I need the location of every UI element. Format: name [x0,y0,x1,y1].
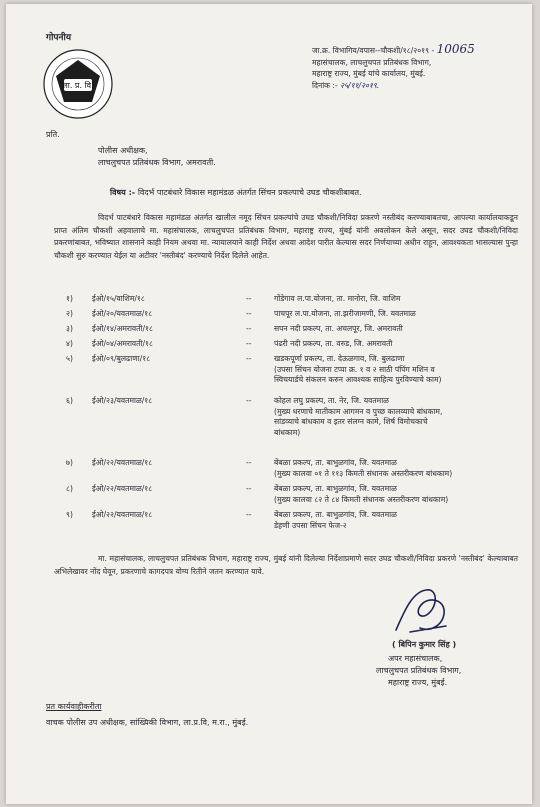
item-case-number: ईओ/१४/अमरावती/१८ [92,324,153,333]
item-serial: ६) [66,396,73,405]
date-value: २५/११/२०१९. [340,80,380,90]
ref-line: महासंचालक, लाचलुचपत प्रतिबंधक विभाग, [312,57,432,67]
item-project-line: कोहल लघु प्रकल्प, ता. नेर, जि. यवतमाळ [274,396,389,405]
item-case-number: ईओ/१५/वाशिम/१८ [92,294,145,303]
item-project-line: बेंबळा प्रकल्प, ता. बाभुळगांव, जि. यवतमाळ [274,510,397,519]
copy-recipient: वाचक पोलीस उप अधीक्षक, सांख्यिकी विभाग, ला.प्र.वि, म.रा., मुंबई. [46,718,249,727]
item-dash: -- [246,510,252,519]
item-project-line: (मुख्य धरणाचे मातीकाम आगमन व पुच्छ कालव्याचे बांधकाम, [274,406,443,416]
item-dash: -- [246,354,252,363]
item-dash: -- [246,396,252,405]
ref-line: जा.क्र. विभागिय/वपास--चौकशी/१८/२०१९ - 10065 [312,42,475,56]
logo-text: ला. प्र. वि. [62,81,94,90]
item-project-line: (मुख्य कालवा ८२ ते ८४ किमती संधानक अस्तरीकरण बांधकाम) [274,494,449,504]
item-project-line: डेहणी उपसा सिंचन फेज-२ [274,520,347,530]
handwritten-signature [334,582,454,636]
item-dash: -- [246,458,252,467]
signatory-line3: महाराष्ट्र राज्य, मुंबई. [388,678,448,687]
recipient-line1: पोलीस अधीक्षक, [98,146,148,155]
item-serial: ९) [66,510,73,519]
prati-label: प्रति. [46,130,60,139]
item-project-line: पंढरी नदी प्रकल्प, ता. वरुड, जि. अमरावती [274,339,393,348]
item-serial: १) [66,294,73,303]
item-dash: -- [246,309,252,318]
item-project-line: स्विचयार्डचे संकलन करुन आवश्यक साहित्य पुरविण्याचे काम) [274,375,442,384]
item-case-number: ईओ/२२/यवतमाळ/१८ [92,510,153,519]
signatory-line2: लाचलुचपत प्रतिबंधक विभाग, [376,666,462,675]
item-serial: २) [66,309,73,318]
item-serial: ३) [66,324,73,333]
signatory-line1: अपर महासंचालक, [388,654,443,663]
item-serial: ४) [66,339,73,348]
item-dash: -- [246,324,252,333]
classification-label: गोपनीय [46,33,72,43]
item-dash: -- [246,339,252,348]
recipient-line2: लाचलुचपत प्रतिबंधक विभाग, अमरावती. [98,158,216,167]
item-dash: -- [246,294,252,303]
item-serial: ५) [66,354,73,363]
item-project-line: गोंडेगाव ल.पा.योजना, ता. मानोरा, जि. वाशिम [274,294,401,303]
letter-page [6,4,532,804]
item-case-number: ईओ/०४/अमरावती/१८ [92,339,153,348]
item-project-line: (उपसा सिंचन योजना टप्पा क्र. १ व २ साठी पंपिंग मशिन व [274,364,435,374]
ref-line: महाराष्ट्र राज्य, मुंबई यांचे कार्यालय, मुंबई. [312,69,426,78]
item-project-line: पाचपूर ल.पा.योजना, ता.झरीजामणी, जि. यवतमाळ [274,309,416,318]
body-paragraph-2: मा. महासंचालक, लाचलुचपत प्रतिबंधक विभाग, महाराष्ट्र राज्य, मुंबई यांनी दिलेल्या निर्देशाप्रमाणे सदर उघड चौकशी/निविदा प्रकरणे 'नस्तीबंद' केल्याबाबत अभिलेखावर नोंद घेवून, प्रकरणाचे कागदपत्र योग्य रितीने जतन करण्यात यावे. [54,554,518,576]
subject-label: विषय :- [110,188,136,197]
item-project-line: (मुख्य कालवा ०१ ते ११३ किमती संधानक अस्तरीकरण बांधकाम) [274,468,453,478]
subject-line [110,188,362,198]
item-case-number: ईओ/०९/बुलढाणा/१८ [92,354,151,363]
item-serial: ८) [66,484,73,493]
date-line: दिनांक :- २५/११/२०१९. [312,80,380,90]
copy-label: प्रत कार्यवाहीकरीता [46,702,102,711]
reference-block [312,44,475,91]
item-case-number: ईओ/२०/यवतमाळ/१८ [92,309,153,318]
item-case-number: ईओ/२२/यवतमाळ/१८ [92,458,153,467]
item-project-line: खडकपूर्णा प्रकल्प, ता. देऊळगाव, जि. बुलढाणा [274,354,405,363]
item-project-line: बेंबळा प्रकल्प, ता. बाभुळगांव, जि. यवतमाळ [274,458,397,467]
item-case-number: ईओ/२३/यवतमाळ/१८ [92,396,153,405]
subject-text: विदर्भ पाटबंधारे विकास महामंडळ अंतर्गत सिंचन प्रकल्पाचे उघड चौकशीबाबत. [137,188,362,197]
item-case-number: ईओ/२२/यवतमाळ/१८ [92,484,153,493]
item-project-line: बांधकाम) [274,427,301,437]
item-project-line: सांडव्याचे बांधकाम व इतर संलग्न कामे, शिर्ष विमोचकाचे [274,417,428,426]
body-paragraph-1: विदर्भ पाटबंधारे विकास महामंडळ अंतर्गत खालील नमूद सिंचन प्रकल्पांचे उघड चौकशी/निविदा प्रकरणे नस्तीबंद करण्याबाबतचा, आपल्या कार्यालयाकडून प्राप्त अंतिम चौकशी अहवालाचे मा. महासंचालक, लाचलुचपत प्रतिबंधक विभाग, महाराष्ट्र राज्य, मुंबई यांनी अवलोकन केले असून, सदर उघड चौकशी/निविदा प्रकरणांबाबत, भविष्यात शासनाने काही नियम अथवा मा. न्यायालयाने काही निर्देश अथवा आदेश पारीत केल्यास सदर निर्णयाच्या अधीन राहून, आवश्यकता भासल्यास पुन्हा चौकशी सुरु करण्यात येईल या अटीवर 'नस्तीबंद' करण्याचे निर्देश दिलेले आहेत. [54,213,518,260]
item-project-line: बेंबळा प्रकल्प, ता. बाभुळगांव, जि. यवतमाळ [274,484,397,493]
item-dash: -- [246,484,252,493]
item-project-line: सपन नदी प्रकल्प, ता. अचलपूर, जि. अमरावती [274,324,403,333]
ref-number-handwritten: 10065 [436,42,475,56]
acb-emblem-logo [42,48,114,120]
item-serial: ७) [66,458,73,467]
signatory-name: ( बिपिन कुमार सिंह ) [392,640,457,649]
